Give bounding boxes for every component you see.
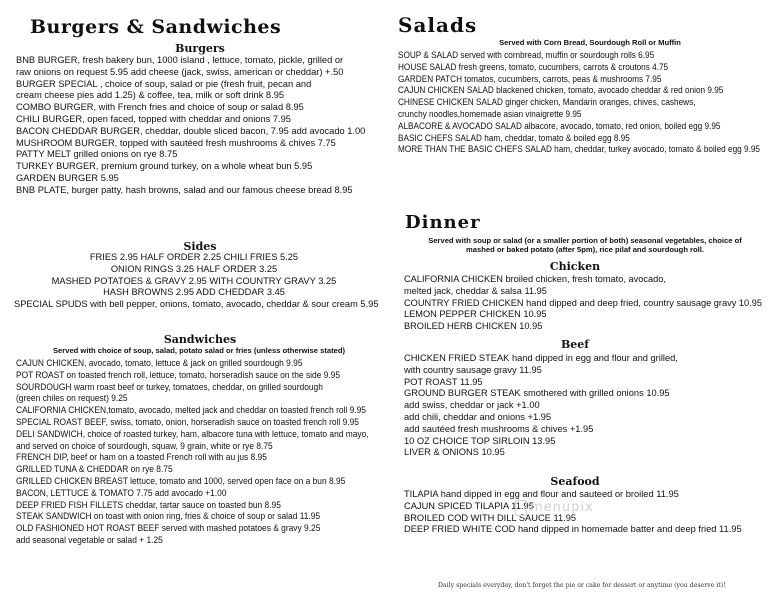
menu-line: ONION RINGS 3.25 HALF ORDER 3.25 <box>110 263 278 274</box>
menu-line: CHINESE CHICKEN SALAD ginger chicken, Mandarin oranges, chives, cashews, <box>398 97 696 108</box>
menu-line: POT ROAST 11.95 <box>404 376 483 387</box>
dinner-note-line1: Served with soup or salad (or a smaller portion of both) seasonal vegetables, choice of <box>428 236 742 245</box>
menu-line: DEEP FRIED FISH FILLETS cheddar, tartar sauce on toasted bun 8.95 <box>16 499 281 510</box>
menu-line: BROILED HERB CHICKEN 10.95 <box>404 321 543 332</box>
menu-line: SPECIAL SPUDS with bell pepper, onions, tomato, avocado, cheddar & sour cream 5.95 <box>14 299 379 310</box>
menu-line: SPECIAL ROAST BEEF, swiss, tomato, onion, horseradish sauce on toasted french roll 9.95 <box>16 416 359 427</box>
sandwiches-note: Served with choice of soup, salad, potato salad or fries (unless otherwise stated) <box>52 346 345 355</box>
menu-line: CAJUN CHICKEN, avocado, tomato, lettuce & jack on grilled sourdough 9.95 <box>16 358 303 368</box>
heading-sandwiches: Sandwiches <box>163 333 237 346</box>
menu-line: CALIFORNIA CHICKEN,tomato, avocado, melted jack and cheddar on toasted french roll 9.95 <box>16 405 366 416</box>
menu-line: MORE THAN THE BASIC CHEFS SALAD ham, cheddar, turkey avocado, tomato & boiled egg 9.95 <box>398 144 760 155</box>
menu-line: GRILLED CHICKEN BREAST lettuce, tomato and 1000, served open face on a bun 8.95 <box>16 475 346 486</box>
menu-line: POT ROAST on toasted french roll, lettuce, tomato, horseradish sauce on the side 9.95 <box>16 369 341 380</box>
dinner-note-line2: mashed or baked potato (after 5pm), rice pilaf and sourdough roll. <box>466 245 704 254</box>
salads-note: Served with Corn Bread, Sourdough Roll or Muffin <box>499 38 681 47</box>
menu-line: GROUND BURGER STEAK smothered with grilled onions 10.95 <box>404 388 670 399</box>
heading-chicken: Chicken <box>549 260 601 273</box>
burgers-list <box>16 55 365 197</box>
menu-line: TURKEY BURGER, premium ground turkey, on a whole wheat bun 5.95 <box>16 161 313 172</box>
menu-line: add sautéed fresh mushrooms & chives +1.95 <box>404 423 594 434</box>
menu-line: CAJUN SPICED TILAPIA 11.95 <box>404 500 534 511</box>
menu-line: BACON, LETTUCE & TOMATO 7.75 add avocado +1.00 <box>16 487 227 498</box>
menu-line: FRENCH DIP, beef or ham on a toasted French roll with au jus 8.95 <box>16 452 267 463</box>
sandwiches-list <box>16 358 369 547</box>
menu-line: SOUP & SALAD served with cornbread, muffin or sourdough rolls 6.95 <box>398 50 655 60</box>
menu-line: melted jack, cheddar & salsa 11.95 <box>404 285 547 296</box>
menu-line: ALBACORE & AVOCADO SALAD albacore, avocado, tomato, red onion, boiled egg 9.95 <box>398 120 721 131</box>
menu-line: add swiss, cheddar or jack +1.00 <box>404 400 540 411</box>
menu-line: LEMON PEPPER CHICKEN 10.95 <box>404 309 547 320</box>
menu-line: FRIES 2.95 HALF ORDER 2.25 CHILI FRIES 5.25 <box>89 252 299 262</box>
menu-line: (green chiles on request) 9.25 <box>16 393 128 404</box>
menupix-watermark: menupix <box>530 500 594 515</box>
menu-line: GARDEN BURGER 5.95 <box>16 172 119 183</box>
menu-line: add seasonal vegetable or salad + 1.25 <box>16 534 163 545</box>
menu-line: and served on choice of sourdough, squaw, 9 grain, white or rye 8.75 <box>16 440 273 451</box>
menu-line: BNB PLATE, burger patty, hash browns, salad and our famous cheese bread 8.95 <box>16 184 353 195</box>
menupix-logo-icon <box>515 500 527 516</box>
menu-line: CALIFORNIA CHICKEN broiled chicken, fresh tomato, avocado, <box>404 274 666 284</box>
heading-burgers: Burgers <box>175 42 225 55</box>
menu-line: GARDEN PATCH tomatos, cucumbers, carrots, peas & mushrooms 7.95 <box>398 73 662 84</box>
menu-line: STEAK SANDWICH on toast with onion ring, fries & choice of soup or salad 11.95 <box>16 511 321 522</box>
menu-line: crunchy noodles,homemade asian vinaigrette 9.95 <box>398 108 582 119</box>
menu-line: BNB BURGER, fresh bakery bun, 1000 island , lettuce, tomato, pickle, grilled or <box>16 55 344 65</box>
section-title-burgers-sandwiches: Burgers & Sandwiches <box>30 16 282 38</box>
chicken-list <box>404 274 762 333</box>
menu-line: COUNTRY FRIED CHICKEN hand dipped and deep fried, country sausage gravy 10.95 <box>404 297 762 308</box>
menu-line: CHICKEN FRIED STEAK hand dipped in egg and flour and grilled, <box>404 353 678 363</box>
menu-line: HOUSE SALAD fresh greens, tomato, cucumbers, carrots & croutons 4.75 <box>398 61 669 72</box>
menu-line: add chili, cheddar and onions +1.95 <box>404 411 552 422</box>
menu-line: CHILI BURGER, open faced, topped with cheddar and onions 7.95 <box>16 113 291 124</box>
menu-line: COMBO BURGER, with French fries and choice of soup or salad 8.95 <box>16 102 304 113</box>
beef-list <box>404 353 678 459</box>
heading-seafood: Seafood <box>550 475 600 488</box>
salads-list <box>398 50 760 156</box>
menu-line: HASH BROWNS 2.95 ADD CHEDDAR 3.45 <box>103 287 285 298</box>
menu-line: SOURDOUGH warm roast beef or turkey, tomatoes, cheddar, on grilled sourdough <box>16 381 323 392</box>
menu-line: DELI SANDWICH, choice of roasted turkey, ham, albacore tuna with lettuce, tomato and mayo, <box>16 428 369 439</box>
heading-beef: Beef <box>560 338 590 351</box>
menu-line: 10 OZ CHOICE TOP SIRLOIN 13.95 <box>404 435 556 446</box>
menu-line: MUSHROOM BURGER, topped with sautéed fresh mushrooms & chives 7.75 <box>16 137 336 148</box>
sides-list <box>14 252 379 311</box>
heading-sides: Sides <box>183 240 217 253</box>
menu-line: DEEP FRIED WHITE COD hand dipped in homemade batter and deep fried 11.95 <box>404 524 742 535</box>
menu-line: with country sausage gravy 11.95 <box>404 364 542 375</box>
menu-line: PATTY MELT grilled onions on rye 8.75 <box>16 149 178 160</box>
section-title-salads: Salads <box>398 13 478 37</box>
menu-line: CAJUN CHICKEN SALAD blackened chicken, tomato, avocado cheddar & red onion 9.95 <box>398 85 724 96</box>
menu-line: BROILED COD WITH DILL SAUCE 11.95 <box>404 512 577 523</box>
menu-line: cream cheese pies add 1.25) & coffee, tea, milk or soft drink 8.95 <box>16 90 285 101</box>
menu-line: BACON CHEDDAR BURGER, cheddar, double sliced bacon, 7.95 add avocado 1.00 <box>16 125 366 136</box>
menu-line: LIVER & ONIONS 10.95 <box>404 447 505 458</box>
menu-line: BASIC CHEFS SALAD ham, cheddar, tomato & boiled egg 8.95 <box>398 132 630 143</box>
section-title-dinner: Dinner <box>405 212 481 233</box>
menu-line: GRILLED TUNA & CHEDDAR on rye 8.75 <box>16 464 173 475</box>
menu-line: raw onions on request 5.95 add cheese (jack, swiss, american or cheddar) +.50 <box>16 66 344 77</box>
menu-line: TILAPIA hand dipped in egg and flour and sauteed or broiled 11.95 <box>404 489 679 499</box>
menu-line: BURGER SPECIAL , choice of soup, salad or pie (fresh fruit, pecan and <box>16 78 312 89</box>
footer-specials-note: Daily specials everyday, don't forget the pie or cake for dessert or anytime (you deserve it)! <box>438 582 726 589</box>
menu-line: OLD FASHIONED HOT ROAST BEEF served with mashed potatoes & gravy 9.25 <box>16 523 321 534</box>
menu-line: MASHED POTATOES & GRAVY 2.95 WITH COUNTRY GRAVY 3.25 <box>51 275 337 286</box>
